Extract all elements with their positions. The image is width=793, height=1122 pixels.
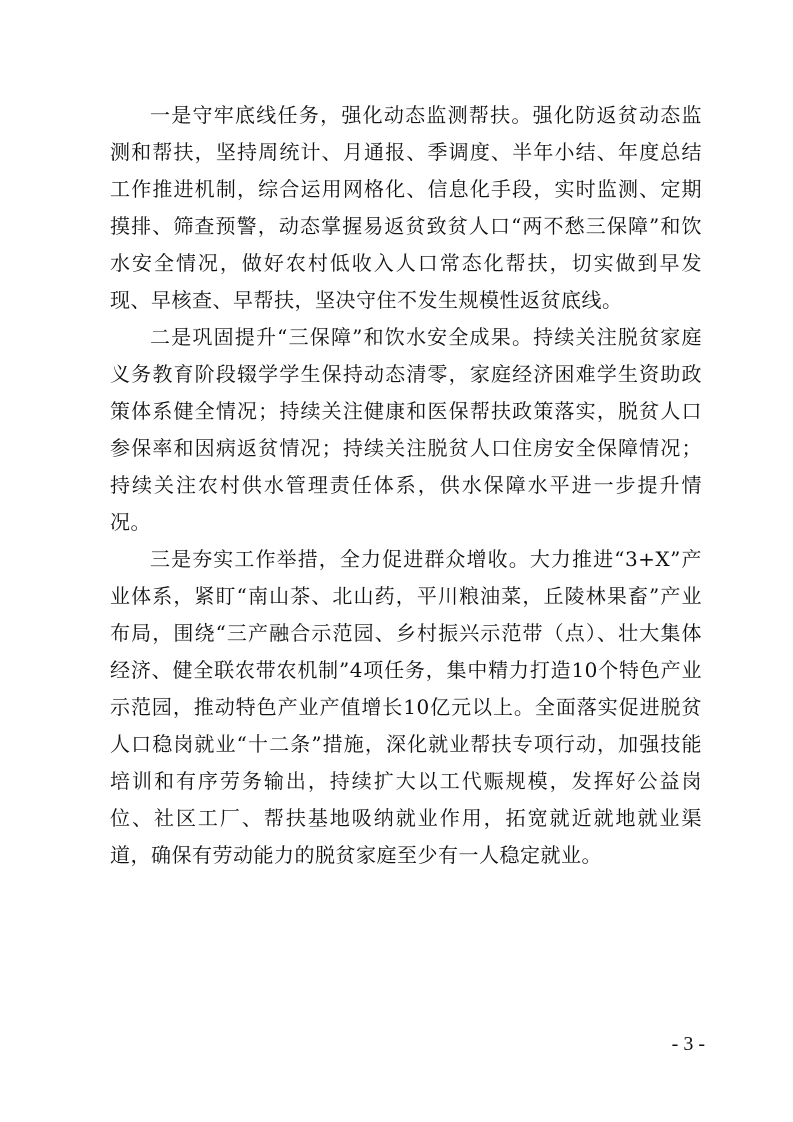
page-number: - 3 - bbox=[671, 1033, 705, 1055]
document-body bbox=[110, 97, 702, 874]
paragraph-1: 一是守牢底线任务，强化动态监测帮扶。强化防返贫动态监测和帮扶，坚持周统计、月通报、季调度、半年小结、年度总结工作推进机制，综合运用网格化、信息化手段，实时监测、定期摸排、筛查预警，动态掌握易返贫致贫人口“两不愁三保障”和饮水安全情况，做好农村低收入人口常态化帮扶，切实做到早发现、早核查、早帮扶，坚决守住不发生规模性返贫底线。 bbox=[110, 103, 702, 312]
paragraph-3: 三是夯实工作举措，全力促进群众增收。大力推进“3+X”产业体系，紧盯“南山茶、北山药，平川粮油菜，丘陵林果畜”产业布局，围绕“三产融合示范园、乡村振兴示范带（点）、壮大集体经济、健全联农带农机制”4项任务，集中精力打造10个特色产业示范园，推动特色产业产值增长10亿元以上。全面落实促进脱贫人口稳岗就业“十二条”措施，深化就业帮扶专项行动，加强技能培训和有序劳务输出，持续扩大以工代赈规模，发挥好公益岗位、社区工厂、帮扶基地吸纳就业作用，拓宽就近就地就业渠道，确保有劳动能力的脱贫家庭至少有一人稳定就业。 bbox=[110, 547, 702, 867]
paragraph-2: 二是巩固提升“三保障”和饮水安全成果。持续关注脱贫家庭义务教育阶段辍学学生保持动态清零，家庭经济困难学生资助政策体系健全情况；持续关注健康和医保帮扶政策落实，脱贫人口参保率和因病返贫情况；持续关注脱贫人口住房安全保障情况；持续关注农村供水管理责任体系，供水保障水平进一步提升情况。 bbox=[110, 325, 702, 534]
